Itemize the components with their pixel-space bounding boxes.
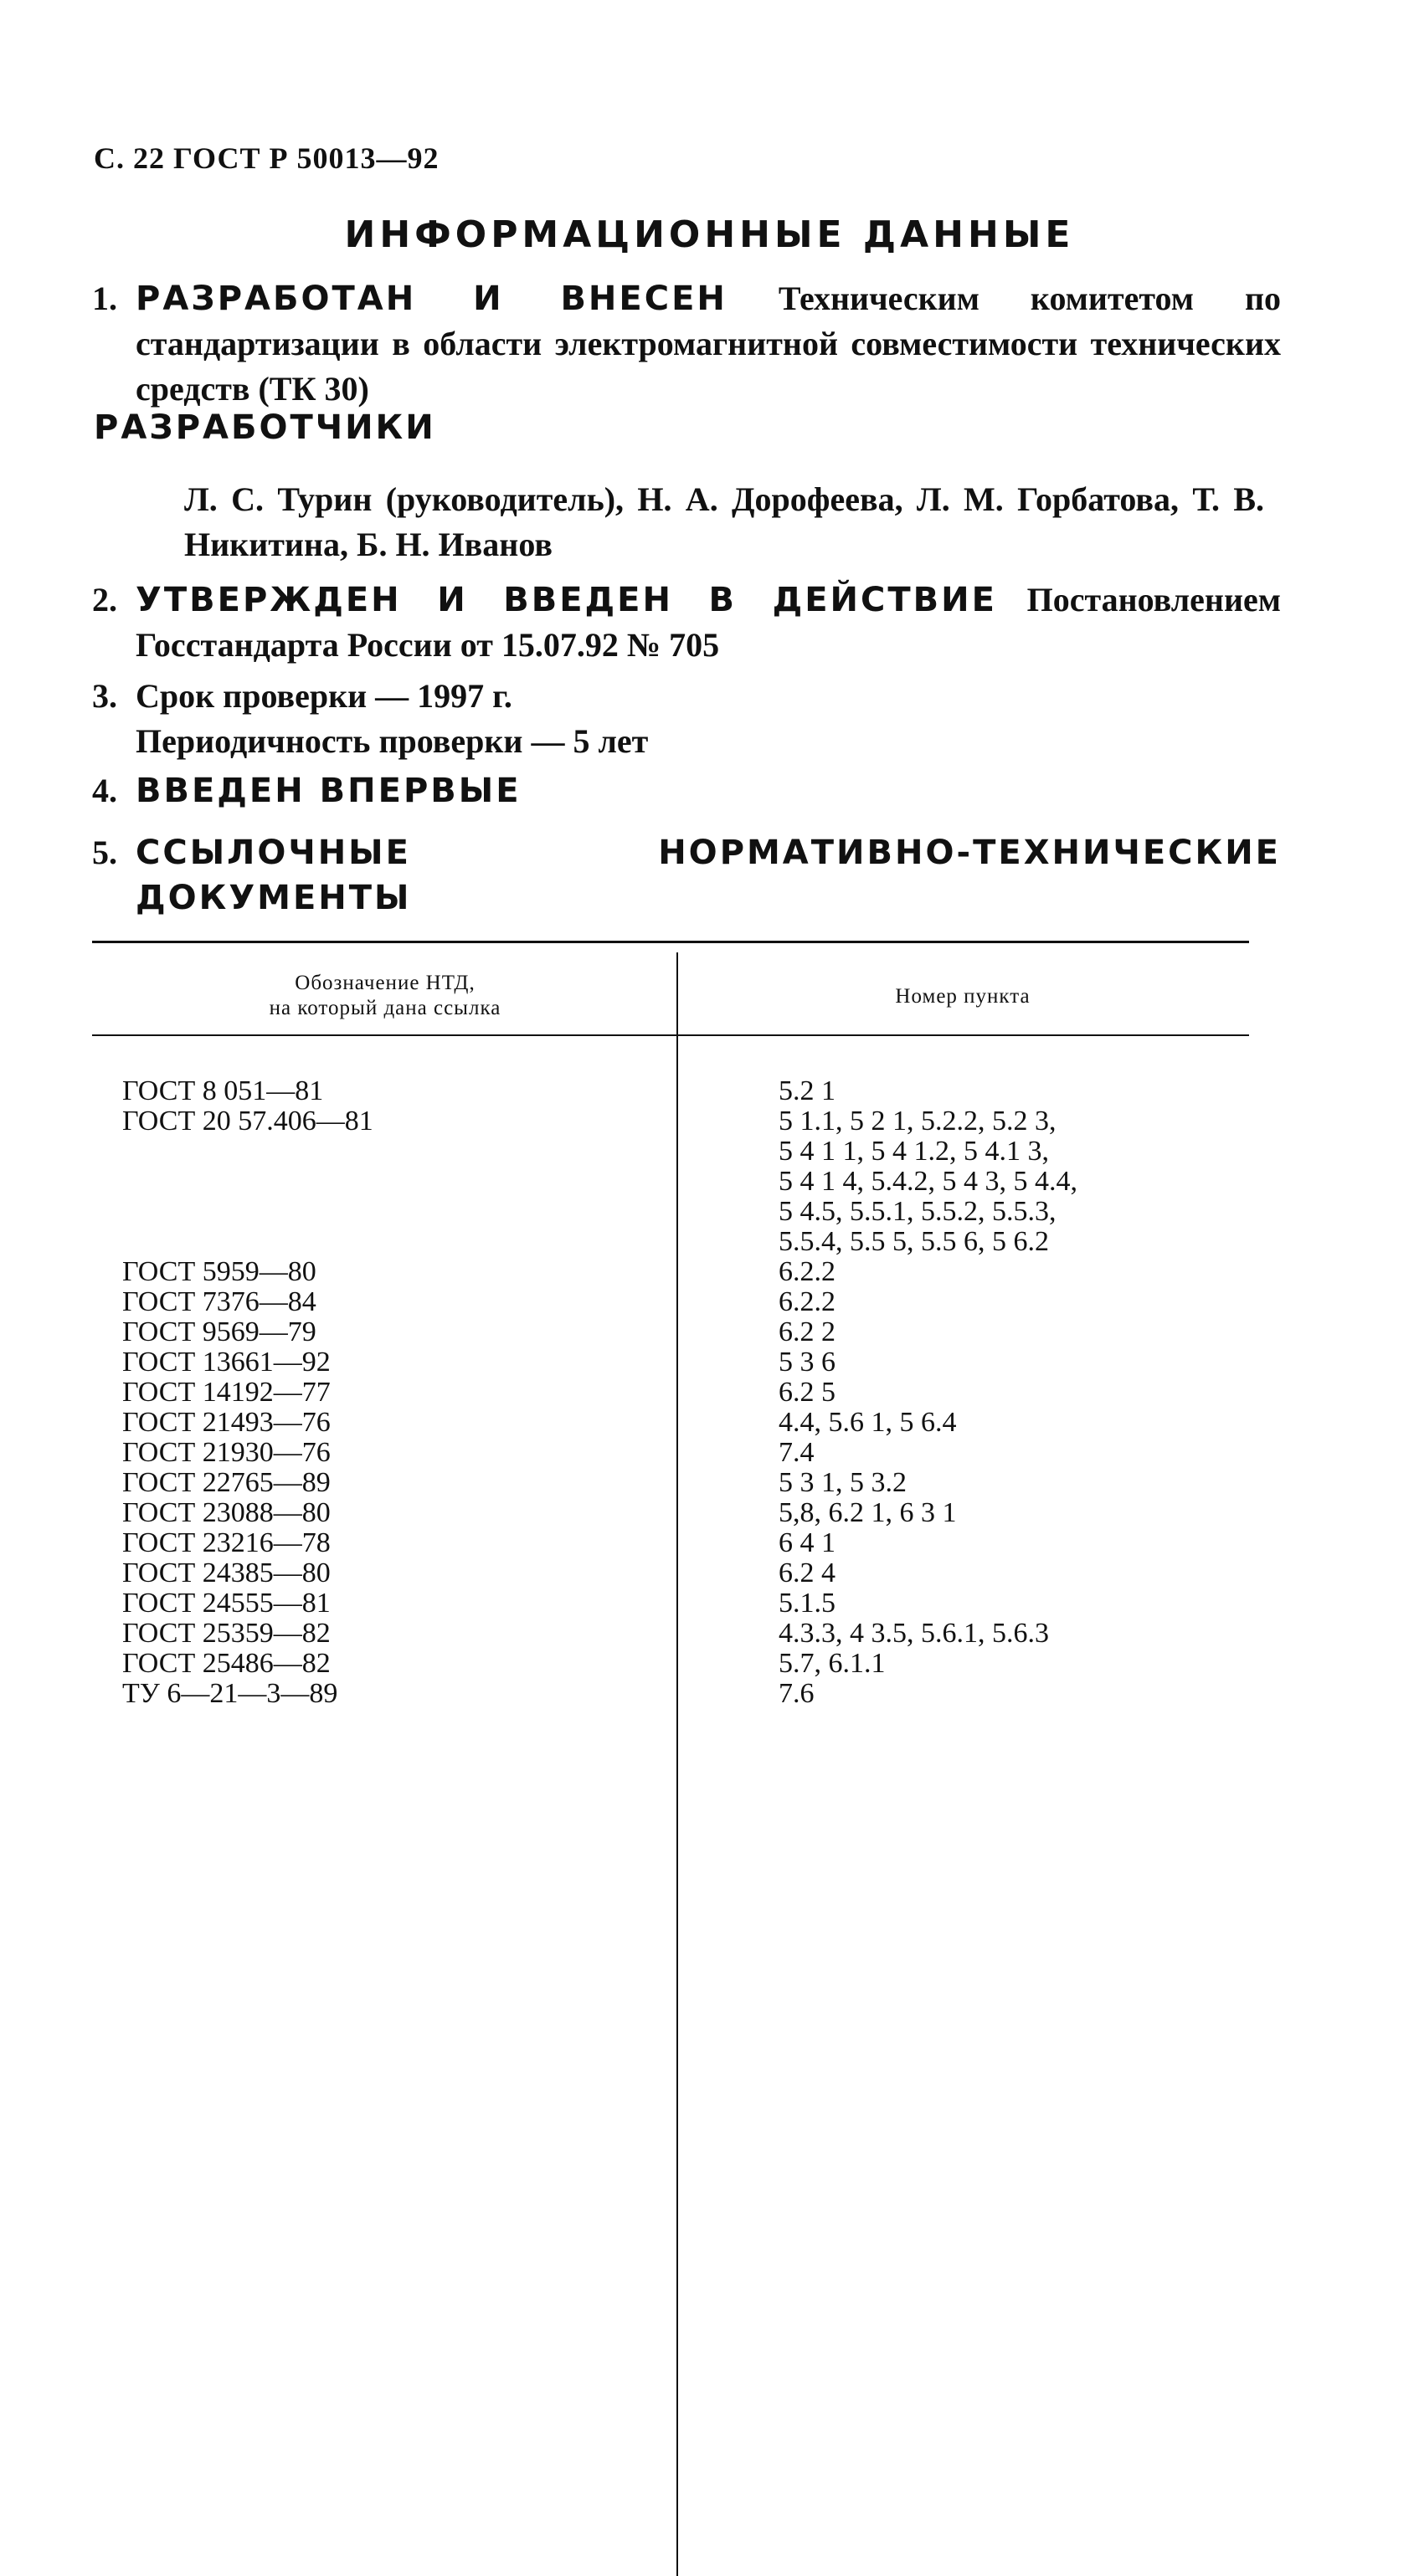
clause-numbers: 5 3 6 bbox=[779, 1347, 835, 1378]
table-row-clauses bbox=[779, 1649, 1077, 1679]
clause-numbers: 5 4.5, 5.5.1, 5.5.2, 5.5.3, bbox=[779, 1196, 1057, 1227]
item-body bbox=[136, 830, 1281, 921]
table-row-document bbox=[122, 1287, 373, 1317]
document-designation: ГОСТ 23088—80 bbox=[122, 1497, 331, 1528]
clause-numbers: 5.1.5 bbox=[779, 1588, 835, 1619]
table-column-divider bbox=[676, 952, 678, 2576]
info-item-5 bbox=[92, 830, 1281, 922]
document-designation: ГОСТ 13661—92 bbox=[122, 1347, 331, 1378]
table-row-document bbox=[122, 1498, 373, 1528]
table-row-document bbox=[122, 1588, 373, 1619]
item-text: ВВЕДЕН ВПЕРВЫЕ bbox=[136, 772, 522, 810]
table-row-document bbox=[122, 1438, 373, 1468]
document-designation: ГОСТ 8 051—81 bbox=[122, 1075, 324, 1106]
document-designation: ГОСТ 24385—80 bbox=[122, 1557, 331, 1588]
clause-numbers: 6 4 1 bbox=[779, 1527, 835, 1558]
document-designation: ГОСТ 24555—81 bbox=[122, 1588, 331, 1619]
table-row-clauses bbox=[779, 1619, 1077, 1649]
document-designation: ГОСТ 5959—80 bbox=[122, 1256, 316, 1287]
table-row-clauses bbox=[779, 1347, 1077, 1378]
document-designation: ГОСТ 9569—79 bbox=[122, 1316, 316, 1347]
item-text: Постановлением Госстандарта России от 15.07.92 № 705 bbox=[136, 581, 1281, 664]
document-designation: ГОСТ 7376—84 bbox=[122, 1286, 316, 1317]
table-row-clauses bbox=[779, 1317, 1077, 1347]
developers-text: Л. С. Турин (руководитель), Н. А. Дорофеева, Л. М. Горбатова, Т. В. Никитина, Б. Н. Иванов bbox=[184, 480, 1264, 563]
table-row-clauses bbox=[779, 1588, 1077, 1619]
item-number: 1. bbox=[92, 280, 117, 317]
info-item-4 bbox=[92, 768, 1281, 815]
table-row-document bbox=[122, 1378, 373, 1408]
table-row-document bbox=[122, 1468, 373, 1498]
clause-numbers: 4.4, 5.6 1, 5 6.4 bbox=[779, 1407, 957, 1438]
table-row-document bbox=[122, 1679, 373, 1709]
clause-numbers: 5.7, 6.1.1 bbox=[779, 1648, 886, 1679]
review-period: Периодичность проверки — 5 лет bbox=[136, 722, 649, 760]
review-deadline: Срок проверки — 1997 г. bbox=[136, 677, 512, 715]
document-designation: ГОСТ 20 57.406—81 bbox=[122, 1106, 373, 1137]
row-spacer bbox=[122, 1197, 373, 1227]
table-row-clauses bbox=[779, 1106, 1077, 1257]
table-row-clauses bbox=[779, 1468, 1077, 1498]
row-spacer bbox=[122, 1137, 373, 1167]
document-designation: ГОСТ 14192—77 bbox=[122, 1377, 331, 1408]
item-lead: РАЗРАБОТАН И ВНЕСЕН bbox=[136, 280, 727, 318]
table-row-document bbox=[122, 1317, 373, 1347]
clause-numbers: 6.2 4 bbox=[779, 1557, 835, 1588]
clause-numbers: 6.2 5 bbox=[779, 1377, 835, 1408]
document-designation: ГОСТ 25486—82 bbox=[122, 1648, 331, 1679]
item-number: 2. bbox=[92, 581, 117, 618]
clause-numbers: 5,8, 6.2 1, 6 3 1 bbox=[779, 1497, 957, 1528]
document-designation: ГОСТ 21930—76 bbox=[122, 1437, 331, 1468]
page-header: С. 22 ГОСТ Р 50013—92 bbox=[94, 141, 440, 175]
item-number: 5. bbox=[92, 834, 117, 871]
row-spacer bbox=[122, 1227, 373, 1257]
item-text: ССЫЛОЧНЫЕ НОРМАТИВНО-ТЕХНИЧЕСКИЕ ДОКУМЕНТЫ bbox=[136, 834, 1281, 917]
clause-numbers: 5 3 1, 5 3.2 bbox=[779, 1467, 907, 1498]
clause-numbers: 5.2 1 bbox=[779, 1075, 835, 1106]
table-row-document bbox=[122, 1106, 373, 1257]
document-designation: ГОСТ 22765—89 bbox=[122, 1467, 331, 1498]
document-designation: ГОСТ 23216—78 bbox=[122, 1527, 331, 1558]
clause-numbers: 4.3.3, 4 3.5, 5.6.1, 5.6.3 bbox=[779, 1618, 1049, 1649]
row-spacer bbox=[122, 1167, 373, 1197]
table-row-clauses bbox=[779, 1498, 1077, 1528]
item-body bbox=[136, 577, 1281, 668]
table-row-document bbox=[122, 1528, 373, 1558]
table-header-rule bbox=[92, 1034, 1249, 1036]
table-row-document bbox=[122, 1076, 373, 1106]
document-designation: ГОСТ 25359—82 bbox=[122, 1618, 331, 1649]
table-header-document: Обозначение НТД, на который дана ссылка bbox=[269, 972, 501, 1019]
table-row-clauses bbox=[779, 1558, 1077, 1588]
section-title: ИНФОРМАЦИОННЫЕ ДАННЫЕ bbox=[344, 213, 1075, 256]
info-item-2 bbox=[92, 577, 1281, 670]
info-item-1 bbox=[92, 276, 1281, 418]
item-lead: УТВЕРЖДЕН И ВВЕДЕН В ДЕЙСТВИЕ bbox=[136, 581, 997, 619]
clause-numbers: 6.2.2 bbox=[779, 1286, 835, 1317]
item-body bbox=[136, 276, 1281, 412]
clause-numbers: 7.6 bbox=[779, 1678, 815, 1709]
table-row-clauses bbox=[779, 1528, 1077, 1558]
table-document-column bbox=[122, 1076, 373, 1709]
table-top-rule bbox=[92, 941, 1249, 943]
table-row-document bbox=[122, 1558, 373, 1588]
clause-numbers: 5 1.1, 5 2 1, 5.2.2, 5.2 3, bbox=[779, 1106, 1057, 1137]
clause-numbers: 5 4 1 4, 5.4.2, 5 4 3, 5 4.4, bbox=[779, 1166, 1077, 1197]
table-row-document bbox=[122, 1619, 373, 1649]
table-row-clauses bbox=[779, 1679, 1077, 1709]
table-row-clauses bbox=[779, 1408, 1077, 1438]
table-row-clauses bbox=[779, 1438, 1077, 1468]
document-designation: ГОСТ 21493—76 bbox=[122, 1407, 331, 1438]
item-number: 4. bbox=[92, 772, 117, 809]
table-row-clauses bbox=[779, 1257, 1077, 1287]
item-number: 3. bbox=[92, 677, 117, 715]
table-row-document bbox=[122, 1257, 373, 1287]
table-row-document bbox=[122, 1649, 373, 1679]
item-text: Техническим комитетом по стандартизации в области электромагнитной совместимости технических средств (ТК 30) bbox=[136, 280, 1281, 408]
table-row-clauses bbox=[779, 1076, 1077, 1106]
table-row-document bbox=[122, 1408, 373, 1438]
table-clause-column bbox=[779, 1076, 1077, 1709]
table-header-clause: Номер пункта bbox=[895, 985, 1031, 1008]
document-designation: ТУ 6—21—3—89 bbox=[122, 1678, 338, 1709]
clause-numbers: 6.2 2 bbox=[779, 1316, 835, 1347]
item-body bbox=[136, 768, 1281, 813]
table-row-clauses bbox=[779, 1287, 1077, 1317]
clause-numbers: 5.5.4, 5.5 5, 5.5 6, 5 6.2 bbox=[779, 1226, 1049, 1257]
item-body bbox=[136, 674, 1281, 764]
developers-heading: РАЗРАБОТЧИКИ bbox=[94, 408, 436, 447]
table-row-document bbox=[122, 1347, 373, 1378]
clause-numbers: 5 4 1 1, 5 4 1.2, 5 4.1 3, bbox=[779, 1136, 1049, 1167]
clause-numbers: 6.2.2 bbox=[779, 1256, 835, 1287]
clause-numbers: 7.4 bbox=[779, 1437, 815, 1468]
table-row-clauses bbox=[779, 1378, 1077, 1408]
info-item-3 bbox=[92, 674, 1281, 766]
developers-names bbox=[184, 477, 1264, 567]
